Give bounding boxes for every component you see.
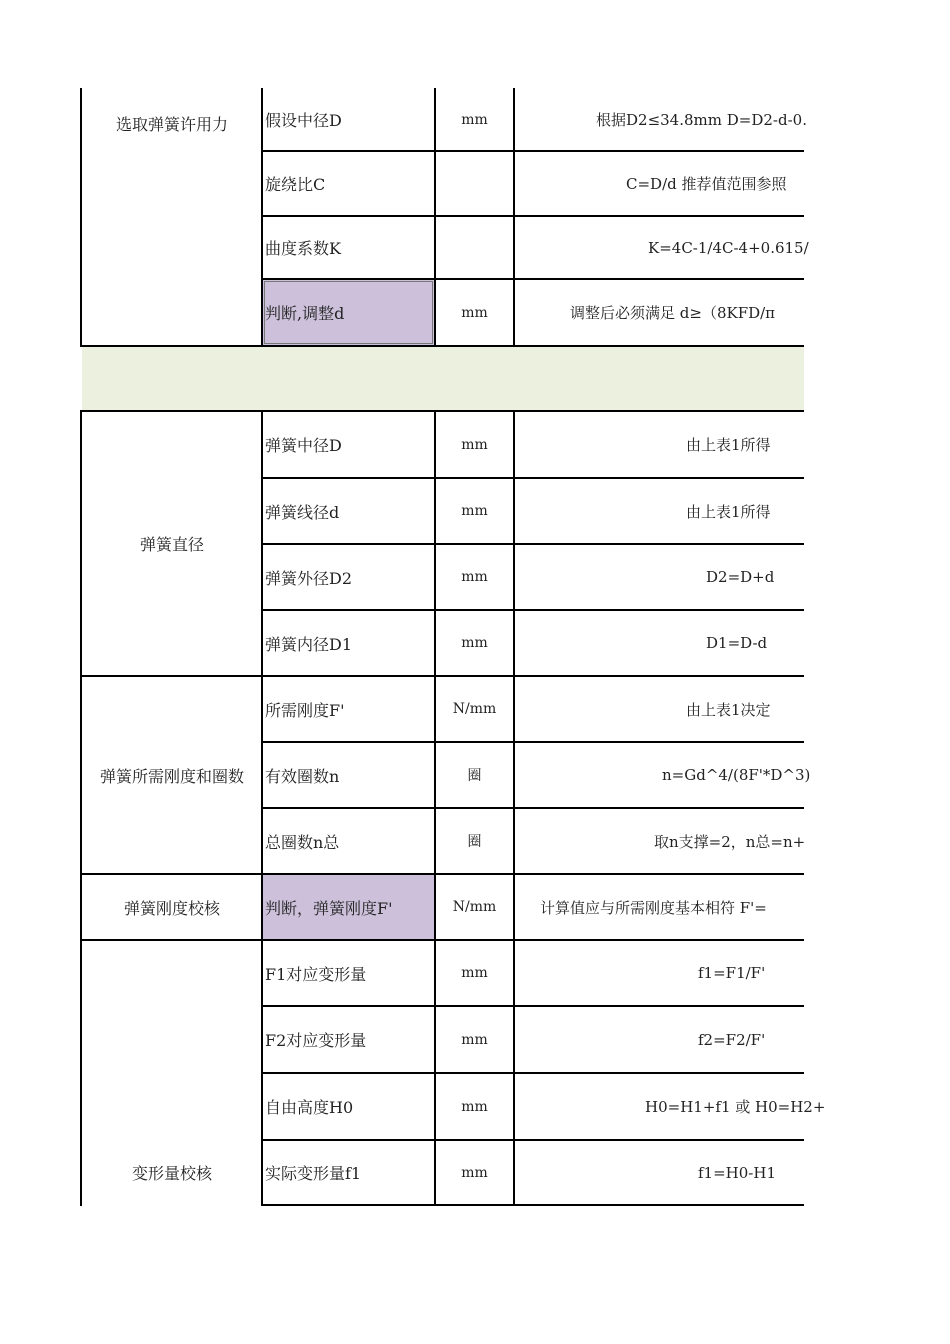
row-divider	[80, 873, 804, 875]
group-label-spring-diameter: 弹簧直径	[139, 535, 204, 554]
unit-cell: mm	[461, 635, 488, 651]
unit-cell: N/mm	[452, 701, 497, 717]
unit-cell: mm	[461, 304, 488, 321]
formula-cell: D2=D+d	[706, 568, 775, 586]
row-divider	[80, 410, 804, 412]
row-divider	[262, 150, 804, 152]
border-left	[80, 88, 82, 346]
formula-cell: 根据D2≤34.8mm D=D2-d-0.	[596, 111, 807, 129]
row-divider	[262, 807, 804, 809]
param-cell: F1对应变形量	[265, 964, 367, 984]
formula-cell: K=4C-1/4C-4+0.615/	[648, 238, 809, 257]
formula-cell: 由上表1决定	[686, 700, 771, 719]
param-adjust-wire-diameter[interactable]: 判断,调整d	[265, 304, 345, 323]
param-curvature-factor: 曲度系数K	[265, 239, 341, 258]
row-divider	[262, 215, 804, 217]
param-cell: 弹簧外径D2	[265, 568, 353, 588]
unit-cell: mm	[461, 503, 488, 519]
unit-cell: mm	[461, 569, 488, 585]
formula-cell: 计算值应与所需刚度基本相符 F'=	[540, 898, 767, 917]
unit-cell: mm	[461, 111, 488, 128]
row-divider	[262, 477, 804, 479]
param-stiffness-judgement[interactable]: 判断，弹簧刚度F'	[262, 874, 435, 940]
unit-cell	[435, 216, 514, 279]
col-divider	[261, 88, 263, 346]
formula-cell: f1=F1/F'	[698, 964, 766, 982]
row-divider	[262, 543, 804, 545]
row-divider	[80, 675, 804, 677]
row-divider	[262, 1005, 804, 1007]
formula-cell: f2=F2/F'	[698, 1030, 766, 1049]
formula-cell: 由上表1所得	[686, 436, 771, 454]
formula-cell: 取n支撑=2，n总=n+	[654, 832, 806, 851]
group-label-deformation-check: 变形量校核	[131, 1164, 212, 1183]
row-divider	[262, 1204, 804, 1206]
formula-cell: 调整后必须满足 d≥（8KFD/π	[570, 304, 776, 322]
col-divider	[434, 88, 436, 346]
row-divider	[262, 278, 804, 280]
unit-cell: 圈	[467, 768, 482, 784]
param-assumed-mean-diameter: 假设中径D	[265, 111, 342, 130]
row-divider	[262, 1072, 804, 1074]
param-cell: 有效圈数n	[265, 766, 340, 786]
group-label-stiffness-check: 弹簧刚度校核	[123, 898, 220, 918]
row-divider	[80, 345, 804, 347]
section-separator-band	[82, 346, 804, 410]
param-cell: 所需刚度F'	[265, 700, 345, 720]
row-divider	[80, 939, 804, 941]
param-cell: 总圈数n总	[265, 832, 340, 852]
formula-cell: D1=D-d	[706, 634, 768, 652]
unit-cell	[435, 151, 514, 216]
param-spring-index: 旋绕比C	[265, 175, 326, 194]
col-divider	[513, 88, 515, 346]
unit-cell: mm	[461, 1031, 488, 1048]
param-cell: 弹簧内径D1	[265, 634, 353, 654]
unit-cell: mm	[461, 436, 488, 453]
unit-cell: mm	[461, 965, 488, 981]
row-divider	[262, 1139, 804, 1141]
unit-cell: 圈	[467, 834, 482, 850]
formula-cell: 由上表1所得	[686, 502, 771, 521]
unit-cell: mm	[461, 1098, 488, 1115]
param-cell: 弹簧中径D	[265, 436, 342, 455]
formula-cell: H0=H1+f1 或 H0=H2+	[645, 1098, 826, 1116]
row-divider	[262, 741, 804, 743]
param-cell: F2对应变形量	[265, 1031, 367, 1050]
param-cell: 自由高度H0	[265, 1098, 354, 1117]
formula-cell: C=D/d 推荐值范围参照	[626, 175, 787, 193]
unit-cell: N/mm	[452, 899, 497, 915]
group-label-stiffness-coils: 弹簧所需刚度和圈数	[99, 766, 244, 786]
group-label-allowable-force: 选取弹簧许用力	[115, 114, 228, 134]
formula-cell: n=Gd^4/(8F'*D^3)	[662, 766, 811, 784]
unit-cell: mm	[461, 1164, 488, 1181]
formula-cell: f1=H0-H1	[698, 1163, 776, 1182]
row-divider	[262, 609, 804, 611]
param-cell: 实际变形量f1	[265, 1164, 362, 1183]
param-cell: 弹簧线径d	[265, 502, 340, 522]
border-left	[80, 410, 82, 1206]
